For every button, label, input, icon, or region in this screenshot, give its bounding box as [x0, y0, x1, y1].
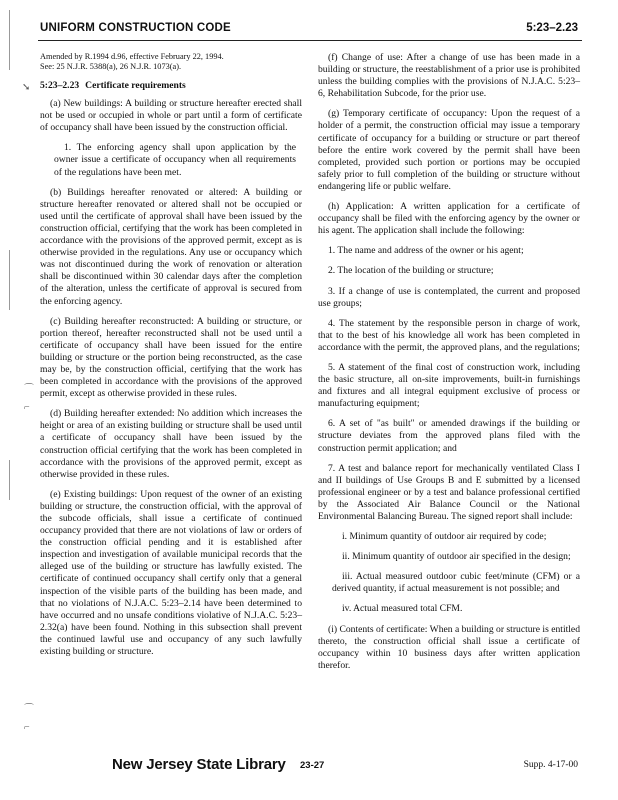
list-item: 2. The location of the building or structure; [328, 265, 494, 277]
section-number: 5:23–2.23 [40, 80, 80, 91]
paragraph-b: (b) Buildings hereafter renovated or altered: A building or structure hereafter renovated or altered shall not be occupied or used until the certificate of approval shall have been issued by the construction official, certifying that the work has been completed in accordance with the provisions of the approved permit, except as is otherwise provided in the regulations. Any use or occupancy which was not discontinued during the work of renovation or alteration shall be discontinued within 30 calendar days after the completion of the alteration, unless the certificate of approval is secured from the enforcing agency. [40, 186, 302, 307]
section-heading [40, 80, 302, 92]
running-header-section: 5:23–2.23 [526, 22, 578, 34]
paragraph-d: (d) Building hereafter extended: No addition which increases the height or area of an existing building or structure shall be used until a certificate of occupancy shall have been issued by the construction official certifying that the work has been completed in accordance with the provisions of the approved permit, except as otherwise provided in these rules. [40, 408, 302, 480]
roman-item: ii. Minimum quantity of outdoor air specified in the design; [342, 551, 571, 563]
list-item: 1. The name and address of the owner or his agent; [328, 245, 524, 257]
list-item: 5. A statement of the final cost of construction work, including the basic structure, all on-site improvements, built-in furnishings and fixtures and all integral equipment exclusive of process or manufacturing equipment; [318, 361, 580, 410]
paragraph-h: (h) Application: A written application for a certificate of occupancy shall be filed with the enforcing agency by the owner or his agent. The application shall include the following: [318, 201, 580, 237]
margin-mark: ⌒ [24, 704, 34, 715]
running-header-title: UNIFORM CONSTRUCTION CODE [40, 22, 231, 34]
amendment-note: Amended by R.1994 d.96, effective February 22, 1994. See: 25 N.J.R. 5388(a), 26 N.J.R. 1073(a). [40, 52, 224, 71]
scan-edge-mark [9, 250, 10, 310]
paragraph-c: (c) Building hereafter reconstructed: A building or structure, or portion thereof, hereafter reconstructed shall not be used until a certificate of occupancy shall have been issued for the entire building or structure or the portion being reconstructed, as the case may be, by the construction official, certifying that the work has been completed in accordance with the provisions of the approved permit, except as otherwise provided in these rules. [40, 315, 302, 400]
paragraph-g: (g) Temporary certificate of occupancy: Upon the request of a holder of a permit, the construction official may issue a temporary certificate of occupancy for a building or structure or part thereof before the entire work covered by the permit shall have been completed, provided such portion or portions may be occupied safely prior to full completion of the building or structure without endangering life or public welfare. [318, 108, 580, 192]
scan-edge-mark [9, 460, 10, 500]
roman-item: iii. Actual measured outdoor cubic feet/minute (CFM) or a derived quantity, if actual measurement is not possible; and [332, 571, 580, 595]
library-stamp: New Jersey State Library [112, 756, 286, 773]
paragraph-a: (a) New buildings: A building or structure hereafter erected shall not be used or occupied in whole or part until a form of certificate of occupancy shall have been issued by the construction official. [40, 98, 302, 134]
list-item: 6. A set of "as built" or amended drawings if the building or structure deviates from the approved plans filed with the construction permit application; and [318, 418, 580, 454]
margin-mark: ➘ [22, 82, 31, 93]
paragraph-f: (f) Change of use: After a change of use has been made in a building or structure, the reestablishment of a prior use is prohibited unless the building complies with the provisions of N.J.A.C. 5:23–6, Rehabilitation Subcode, for the prior use. [318, 52, 580, 100]
margin-mark: ⌐ [24, 402, 30, 413]
section-title: Certificate requirements [85, 80, 186, 91]
roman-item: iv. Actual measured total CFM. [342, 603, 463, 615]
paragraph-i: (i) Contents of certificate: When a building or structure is entitled thereto, the construction official shall issue a certificate of occupancy within 10 business days after written application therefor. [318, 623, 580, 671]
page-number: 23-27 [300, 760, 325, 771]
list-item: 7. A test and balance report for mechanically ventilated Class I and II buildings of Use Groups B and E submitted by a licensed professional engineer or by a test and balance professional certified by the Associated Air Balance Council or the National Environmental Balancing Bureau. The signed report shall include: [318, 462, 580, 522]
paragraph-a1: 1. The enforcing agency shall upon application by the owner issue a certificate of occupancy when all requirements of the regulations have been met. [54, 142, 296, 178]
roman-item: i. Minimum quantity of outdoor air required by code; [342, 531, 547, 543]
supplement-date: Supp. 4-17-00 [523, 760, 578, 770]
right-column [318, 52, 580, 680]
left-column [40, 52, 302, 666]
list-item: 4. The statement by the responsible person in charge of work, that to the best of his knowledge all work has been completed in accordance with the permit, the approved plans, and the regulations; [318, 317, 580, 353]
scan-edge-mark [9, 10, 10, 70]
header-rule [38, 40, 582, 41]
paragraph-e: (e) Existing buildings: Upon request of the owner of an existing building or structure, the construction official, with the approval of the subcode officials, shall issue a certificate of continued occupancy provided that there are not violations of law or orders of the construction official pending and it is established after inspection and investigation of available municipal records that the alleged use of the building or structure has lawfully existed. The certificate of continued occupancy shall certify only that a general inspection of the visible parts of the building has been made, and that no violations of N.J.A.C. 5:23–2.14 have been determined to have occurred and no unsafe conditions violative of N.J.A.C. 5:23–2.32(a) have been found. Nothing in this subsection shall prevent the continued lawful use and occupancy of any such lawfully existing building or structure. [40, 488, 302, 658]
margin-mark: ⌐ [24, 722, 30, 733]
list-item: 3. If a change of use is contemplated, the current and proposed use groups; [318, 285, 580, 309]
margin-mark: ⌒ [24, 384, 34, 395]
